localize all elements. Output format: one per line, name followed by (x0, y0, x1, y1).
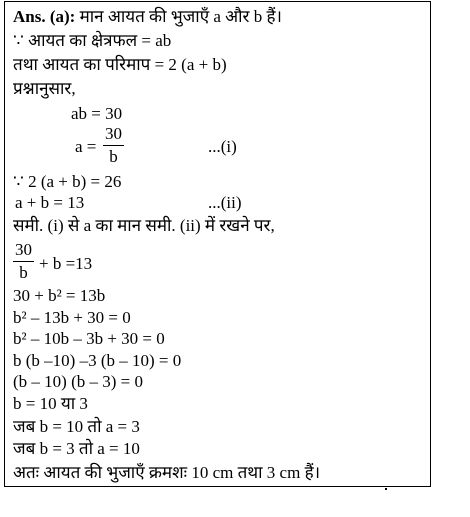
equation-ref-i: ...(i) (208, 137, 237, 156)
step-5: (b – 10) (b – 3) = 0 (13, 372, 143, 391)
answer-box (4, 1, 431, 487)
equation-ref-ii: ...(ii) (208, 193, 242, 212)
answer-intro (13, 7, 282, 27)
step-4: b (b –10) –3 (b – 10) = 0 (13, 351, 182, 370)
fraction-denominator: b (109, 147, 118, 166)
case-b-3: जब b = 3 तो a = 10 (13, 439, 140, 458)
perimeter-statement: तथा आयत का परिमाप = 2 (a + b) (13, 55, 227, 74)
equation-ab: ab = 30 (71, 104, 123, 123)
step-3: b² – 10b – 3b + 30 = 0 (13, 329, 165, 348)
fraction-denominator: b (19, 263, 28, 282)
corner-mark (385, 488, 387, 490)
step-6: b = 10 या 3 (13, 394, 88, 413)
case-b-10: जब b = 10 तो a = 3 (13, 417, 140, 436)
substitution-statement: समी. (i) से a का मान समी. (ii) में रखने पर, (13, 216, 275, 235)
fraction-numerator: 30 (13, 240, 34, 262)
step-2: b² – 13b + 30 = 0 (13, 308, 131, 327)
fraction-30-over-b-2 (13, 240, 34, 283)
equation-sum: a + b = 13 (15, 193, 85, 212)
equation-a-lhs: a = (75, 137, 97, 156)
intro-text: मान आयत की भुजाएँ a और b हैं। (79, 7, 282, 26)
step-1: 30 + b² = 13b (13, 286, 106, 305)
substituted-equation-rhs: + b =13 (39, 254, 93, 273)
answer-label: Ans. (a): (13, 7, 76, 26)
conclusion: अतः आयत की भुजाएँ क्रमशः 10 cm तथा 3 cm हैं। (13, 463, 321, 482)
area-statement: ∵ आयत का क्षेत्रफल = ab (13, 31, 172, 50)
according-to-question: प्रश्नानुसार, (13, 79, 76, 98)
fraction-30-over-b (103, 124, 124, 167)
perimeter-equation: ∵ 2 (a + b) = 26 (13, 172, 122, 191)
fraction-numerator: 30 (103, 124, 124, 146)
